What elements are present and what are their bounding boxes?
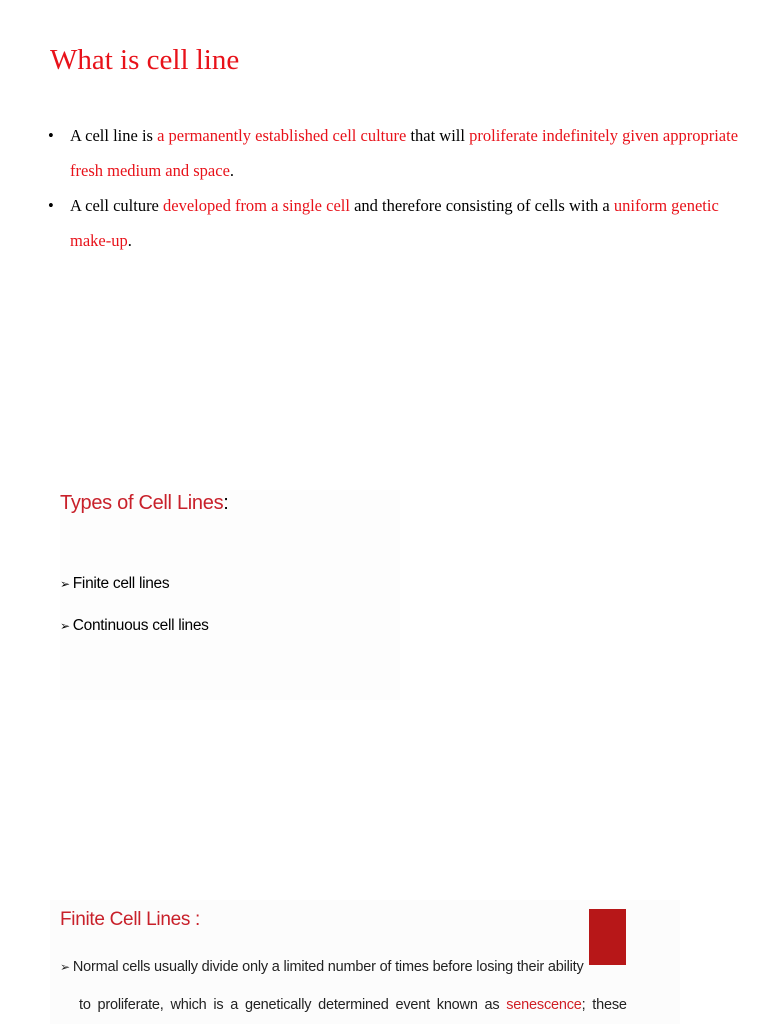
bullet-text-part: . — [127, 231, 132, 250]
finite-line-2-text: to proliferate, which is a genetically determined event known as — [79, 997, 507, 1013]
types-heading-text: Types of Cell Lines — [60, 492, 224, 514]
bullet-text-part: and therefore consisting of cells with a — [349, 196, 614, 215]
senescence-term: senescence — [506, 997, 582, 1013]
types-item-label: Continuous cell lines — [72, 617, 209, 634]
types-item-continuous — [60, 615, 209, 637]
finite-line-1-text: Normal cells usually divide only a limited number of times before losing their ability — [72, 959, 584, 975]
arrow-bullet-icon: ➢ — [60, 960, 70, 974]
definition-list — [46, 118, 746, 258]
page-title: What is cell line — [50, 44, 240, 76]
definition-bullet-2 — [46, 188, 746, 258]
types-item-label: Finite cell lines — [72, 575, 170, 592]
bullet-text-part: A cell line is — [70, 126, 158, 145]
bullet-text-highlight: proliferate indefinitely given appropriate fresh medium and space — [70, 126, 739, 180]
types-heading — [60, 492, 229, 515]
types-list — [60, 573, 209, 657]
finite-line-2 — [60, 994, 680, 1016]
definition-bullet-1 — [46, 118, 746, 188]
bullet-marker: • — [48, 196, 54, 215]
finite-description — [60, 956, 680, 1016]
bullet-text-highlight: uniform genetic make-up — [70, 196, 719, 250]
bullet-text-highlight: a permanently established cell culture — [157, 126, 407, 145]
bullet-text-part: . — [229, 161, 235, 180]
bullet-text-part: that will — [406, 126, 470, 145]
arrow-bullet-icon: ➢ — [60, 619, 70, 633]
types-item-finite — [60, 573, 209, 595]
finite-line-1 — [60, 956, 680, 978]
bullet-text-highlight: developed from a single cell — [163, 196, 350, 215]
types-heading-colon: : — [223, 492, 229, 514]
bullet-text-part: A cell culture — [70, 196, 164, 215]
bullet-marker: • — [48, 126, 54, 145]
arrow-bullet-icon: ➢ — [60, 577, 70, 591]
finite-heading: Finite Cell Lines : — [60, 909, 201, 930]
finite-line-2-end: ; these — [581, 997, 627, 1013]
